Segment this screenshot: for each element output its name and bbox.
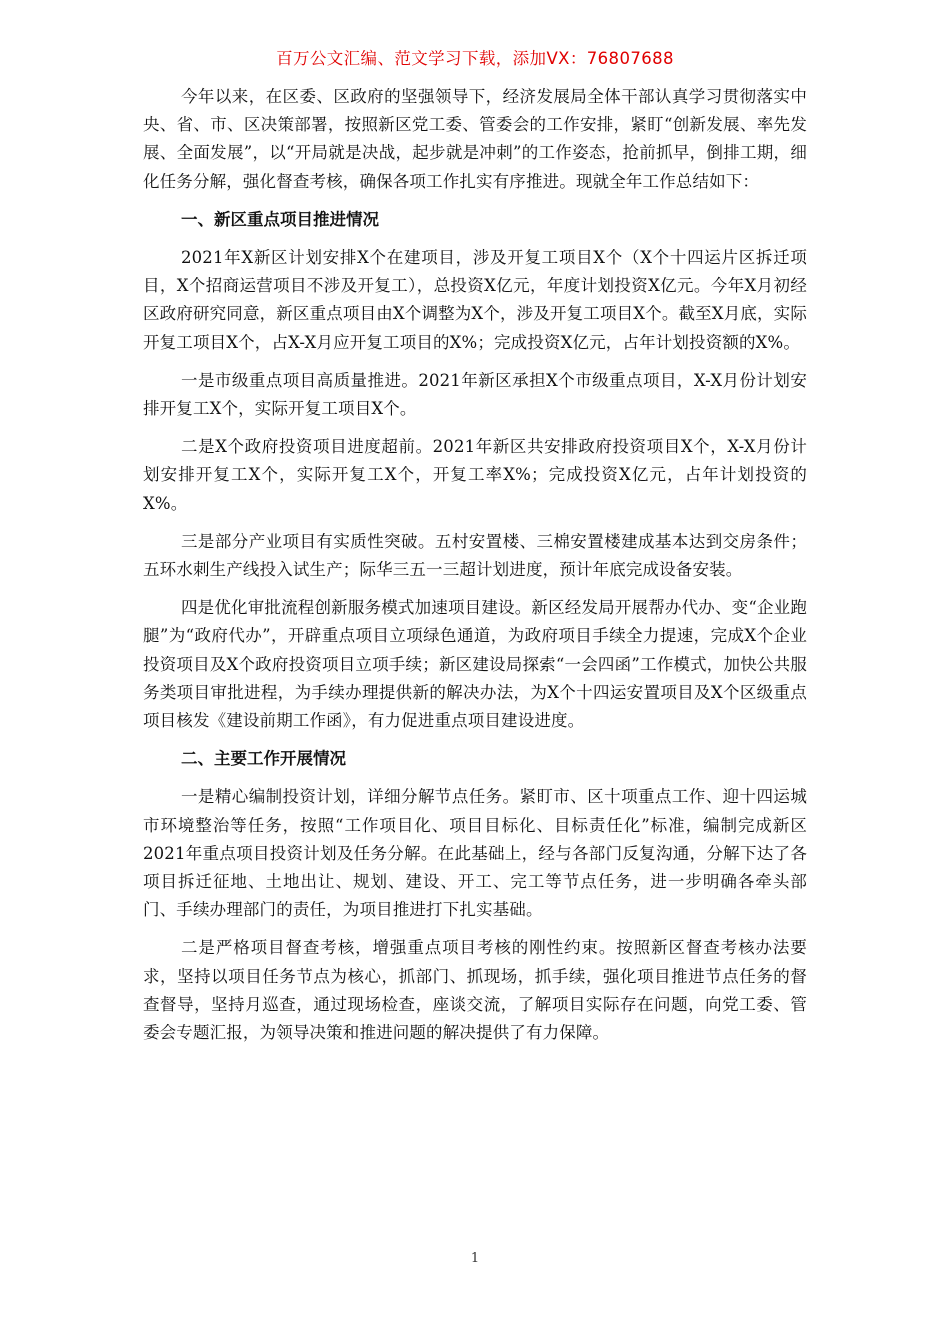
intro-paragraph: 今年以来，在区委、区政府的坚强领导下，经济发展局全体干部认真学习贯彻落实中央、省、市、区决策部署，按照新区党工委、管委会的工作安排，紧盯“创新发展、率先发展、全面发展”，以“开局就是决战，起步就是冲刺”的工作姿态，抢前抓早，倒排工期，细化任务分解，强化督查考核，确保各项工作扎实有序推进。现就全年工作总结如下： — [143, 87, 807, 191]
page-number: 1 — [470, 1251, 480, 1266]
section-1-paragraph-1: 2021年X新区计划安排X个在建项目，涉及开复工项目X个（X个十四运片区拆迁项目，X个招商运营项目不涉及开复工），总投资X亿元，年度计划投资X亿元。今年X月初经区政府研究同意，新区重点项目由X个调整为X个，涉及开复工项目X个。截至X月底，实际开复工项目X个，占X-X月应开复工项目的X%；完成投资X亿元，占年计划投资额的X%。 — [143, 248, 807, 352]
section-1-paragraph-4: 三是部分产业项目有实质性突破。五村安置楼、三棉安置楼建成基本达到交房条件；五环水刺生产线投入试生产；际华三五一三超计划进度，预计年底完成设备安装。 — [143, 531, 807, 580]
document-body — [143, 83, 807, 1057]
section-1-paragraph-5: 四是优化审批流程创新服务模式加速项目建设。新区经发局开展帮办代办、变“企业跑腿”为“政府代办”，开辟重点项目立项绿色通道，为政府项目手续全力提速，完成X个企业投资项目及X个政府投资项目立项手续；新区建设局探索“一会四函”工作模式，加快公共服务类项目审批进程，为手续办理提供新的解决办法，为X个十四运安置项目及X个区级重点项目核发《建设前期工作函》，有力促进重点项目建设进度。 — [143, 598, 807, 731]
section-2-paragraph-2: 二是严格项目督查考核，增强重点项目考核的刚性约束。按照新区督查考核办法要求，坚持以项目任务节点为核心，抓部门、抓现场，抓手续，强化项目推进节点任务的督查督导，坚持月巡查，通过现场检查，座谈交流，了解项目实际存在问题，向党工委、管委会专题汇报，为领导决策和推进问题的解决提供了有力保障。 — [143, 938, 807, 1043]
section-2-paragraph-1: 一是精心编制投资计划，详细分解节点任务。紧盯市、区十项重点工作、迎十四运城市环境整治等任务，按照“工作项目化、项目目标化、目标责任化”标准，编制完成新区2021年重点项目投资计划及任务分解。在此基础上，经与各部门反复沟通，分解下达了各项目拆迁征地、土地出让、规划、建设、开工、完工等节点任务，进一步明确各牵头部门、手续办理部门的责任，为项目推进打下扎实基础。 — [143, 787, 807, 920]
section-2-heading: 二、主要工作开展情况 — [181, 749, 346, 769]
section-1-paragraph-2: 一是市级重点项目高质量推进。2021年新区承担X个市级重点项目，X-X月份计划安排开复工X个，实际开复工项目X个。 — [143, 370, 807, 419]
section-1-heading: 一、新区重点项目推进情况 — [181, 209, 379, 229]
section-1-paragraph-3: 二是X个政府投资项目进度超前。2021年新区共安排政府投资项目X个，X-X月份计划安排开复工X个，实际开复工X个，开复工率X%；完成投资X亿元，占年计划投资的X%。 — [143, 437, 807, 513]
promo-banner: 百万公文汇编、范文学习下载，添加VX：76807688 — [276, 49, 674, 68]
